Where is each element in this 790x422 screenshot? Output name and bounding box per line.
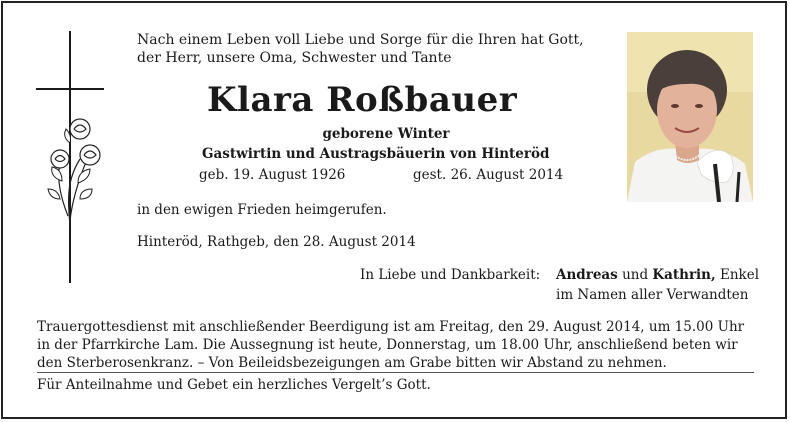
maiden-name-text: geborene Winter <box>322 126 450 142</box>
family-und: und <box>622 267 649 283</box>
funeral-service-text: Trauergottesdienst mit anschließender Beerdigung ist am Freitag, den 29. August 2014, um 15.00 Uhr in der Pfarrkirche Lam. Die Aussegnung ist heute, Donnerstag, um 18.00 Uhr, anschließend beten wir den Sterberosenkranz. – Von Beileidsbezeigungen am Grabe bitten wir Abstand zu nehmen. <box>37 319 745 371</box>
family-line-1 <box>556 267 759 283</box>
cross-with-roses-icon <box>32 31 108 283</box>
family-name-1: Andreas <box>556 267 618 283</box>
peace-line: in den ewigen Frieden heimgerufen. <box>137 202 387 218</box>
divider-line <box>37 372 754 373</box>
closing-text: Für Anteilnahme und Gebet ein herzliches Vergelt’s Gott. <box>37 377 431 393</box>
place-date: Hinteröd, Rathgeb, den 28. August 2014 <box>137 234 416 250</box>
thanks-label: In Liebe und Dankbarkeit: <box>360 267 541 283</box>
portrait-photo <box>627 32 753 202</box>
family-line-2: im Namen aller Verwandten <box>556 287 749 303</box>
intro-line-2: der Herr, unsere Oma, Schwester und Tante <box>137 50 452 66</box>
family-relation: Enkel <box>720 267 760 283</box>
death-date: gest. 26. August 2014 <box>413 167 564 183</box>
deceased-name: Klara Roßbauer <box>207 80 518 120</box>
birth-date: geb. 19. August 1926 <box>199 167 346 183</box>
family-name-2: Kathrin, <box>652 267 716 283</box>
intro-line-1: Nach einem Leben voll Liebe und Sorge für die Ihren hat Gott, <box>137 32 584 48</box>
occupation: Gastwirtin und Austragsbäuerin von Hinteröd <box>202 146 550 162</box>
intro-text <box>137 31 584 67</box>
